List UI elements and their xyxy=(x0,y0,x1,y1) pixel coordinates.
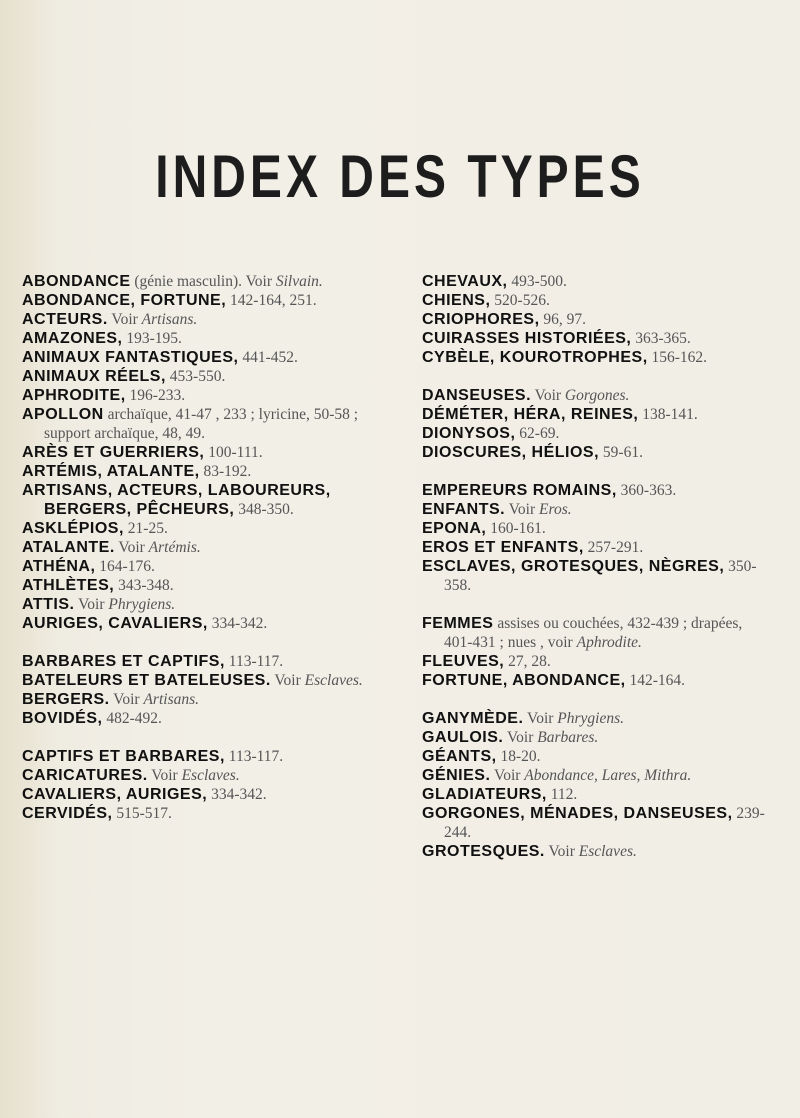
entry-reference: 112. xyxy=(546,786,578,803)
entry-reference: 441-452. xyxy=(238,349,298,366)
index-entry xyxy=(422,291,774,310)
index-entry xyxy=(422,386,774,405)
entry-cross-reference: Artémis. xyxy=(148,539,201,556)
index-entry xyxy=(22,367,374,386)
index-entry xyxy=(422,519,774,538)
index-entry xyxy=(22,652,374,671)
entry-heading: CHIENS, xyxy=(422,292,491,309)
entry-reference: 59-61. xyxy=(599,444,643,461)
entry-heading: CYBÈLE, KOUROTROPHES, xyxy=(422,349,648,366)
entry-reference: 142-164. xyxy=(625,672,685,689)
entry-reference: (génie masculin). Voir xyxy=(130,273,276,290)
index-entry xyxy=(22,329,374,348)
entry-reference: 113-117. xyxy=(224,748,284,765)
entry-heading: CARICATURES. xyxy=(22,767,148,784)
entry-reference: 18-20. xyxy=(496,748,541,765)
entry-reference: 142-164, 251. xyxy=(226,292,317,309)
entry-reference: Voir xyxy=(107,311,142,328)
entry-cross-reference: Eros. xyxy=(539,501,572,518)
entry-reference: Voir xyxy=(505,501,540,518)
entry-reference: 160-161. xyxy=(486,520,546,537)
entry-reference: 363-365. xyxy=(631,330,691,347)
entry-reference: 520-526. xyxy=(490,292,550,309)
index-entry xyxy=(422,481,774,500)
index-entry xyxy=(422,443,774,462)
index-entry xyxy=(422,785,774,804)
entry-reference: 482-492. xyxy=(102,710,162,727)
entry-cross-reference: Gorgones. xyxy=(564,387,630,404)
entry-heading: CERVIDÉS, xyxy=(22,805,113,822)
index-entry xyxy=(422,424,774,443)
entry-heading: ARTISANS, ACTEURS, LABOUREURS, BERGERS, PÊCHEURS, xyxy=(22,482,331,518)
index-entry xyxy=(422,557,774,595)
entry-heading: BARBARES ET CAPTIFS, xyxy=(22,653,225,670)
entry-heading: ARTÉMIS, ATALANTE, xyxy=(22,463,200,480)
entry-heading: GÉANTS, xyxy=(422,748,497,765)
index-entry xyxy=(22,519,374,538)
index-entry xyxy=(422,310,774,329)
entry-reference: 334-342. xyxy=(207,615,268,632)
entry-reference: 348-350. xyxy=(234,501,294,518)
entry-gap xyxy=(422,462,774,481)
entry-gap xyxy=(422,690,774,709)
entry-reference: Voir xyxy=(114,539,149,556)
entry-cross-reference: Silvain. xyxy=(275,273,323,290)
index-entry xyxy=(22,804,374,823)
entry-reference: Voir xyxy=(109,691,144,708)
entry-heading: DANSEUSES. xyxy=(422,387,532,404)
entry-reference: 493-500. xyxy=(507,273,567,290)
entry-reference: assises ou couchées, 432-439 ; drapées, 401-431 ; nues , voir xyxy=(444,615,743,651)
entry-heading: AURIGES, CAVALIERS, xyxy=(22,615,208,632)
entry-reference: Voir xyxy=(503,729,538,746)
entry-heading: ARÈS ET GUERRIERS, xyxy=(22,444,205,461)
entry-heading: GROTESQUES. xyxy=(422,843,545,860)
entry-heading: CRIOPHORES, xyxy=(422,311,540,328)
entry-reference: Voir xyxy=(147,767,182,784)
index-entry xyxy=(22,538,374,557)
index-entry xyxy=(22,690,374,709)
entry-heading: FLEUVES, xyxy=(422,653,505,670)
entry-heading: GÉNIES. xyxy=(422,767,491,784)
left-column xyxy=(22,272,374,823)
entry-reference: 350-358. xyxy=(444,558,757,594)
index-entry xyxy=(22,481,374,519)
entry-heading: CAPTIFS ET BARBARES, xyxy=(22,748,225,765)
entry-heading: DIONYSOS, xyxy=(422,425,516,442)
entry-reference: Voir xyxy=(270,672,305,689)
index-entry xyxy=(22,709,374,728)
index-entry xyxy=(22,576,374,595)
index-entry xyxy=(22,272,374,291)
entry-heading: APOLLON xyxy=(22,406,104,423)
entry-reference: 96, 97. xyxy=(539,311,587,328)
index-entry xyxy=(422,766,774,785)
entry-heading: GORGONES, MÉNADES, DANSEUSES, xyxy=(422,805,733,822)
entry-reference: 453-550. xyxy=(165,368,226,385)
entry-reference: Voir xyxy=(490,767,525,784)
entry-reference: Voir xyxy=(544,843,579,860)
entry-reference: 21-25. xyxy=(123,520,168,537)
index-entry xyxy=(22,747,374,766)
entry-heading: ATALANTE. xyxy=(22,539,115,556)
entry-gap xyxy=(422,367,774,386)
index-entry xyxy=(22,766,374,785)
page-title: INDEX DES TYPES xyxy=(155,144,645,211)
index-entry xyxy=(22,671,374,690)
index-entry xyxy=(22,310,374,329)
entry-heading: ATTIS. xyxy=(22,596,75,613)
entry-heading: ANIMAUX RÉELS, xyxy=(22,368,166,385)
entry-gap xyxy=(22,633,374,652)
entry-reference: 83-192. xyxy=(199,463,252,480)
entry-heading: ENFANTS. xyxy=(422,501,506,518)
entry-reference: 239-244. xyxy=(444,805,765,841)
entry-heading: FORTUNE, ABONDANCE, xyxy=(422,672,626,689)
entry-reference: Voir xyxy=(74,596,109,613)
index-entry xyxy=(422,329,774,348)
entry-reference: 62-69. xyxy=(515,425,560,442)
entry-heading: EPONA, xyxy=(422,520,487,537)
index-entry xyxy=(422,842,774,861)
entry-heading: EMPEREURS ROMAINS, xyxy=(422,482,617,499)
index-entry xyxy=(422,747,774,766)
entry-gap xyxy=(422,595,774,614)
entry-heading: DÉMÉTER, HÉRA, REINES, xyxy=(422,406,639,423)
entry-reference: 113-117. xyxy=(224,653,284,670)
entry-cross-reference: Barbares. xyxy=(537,729,599,746)
entry-cross-reference: Artisans. xyxy=(143,691,200,708)
entry-cross-reference: Esclaves. xyxy=(181,767,240,784)
entry-heading: GLADIATEURS, xyxy=(422,786,547,803)
entry-heading: DIOSCURES, HÉLIOS, xyxy=(422,444,600,461)
entry-cross-reference: Phrygiens. xyxy=(557,710,625,727)
index-entry xyxy=(422,614,774,652)
entry-heading: BERGERS. xyxy=(22,691,110,708)
right-column xyxy=(422,272,774,861)
entry-cross-reference: Artisans. xyxy=(141,311,198,328)
entry-heading: APHRODITE, xyxy=(22,387,126,404)
entry-reference: 257-291. xyxy=(583,539,644,556)
entry-cross-reference: Phrygiens. xyxy=(108,596,176,613)
entry-reference: Voir xyxy=(523,710,558,727)
entry-reference: Voir xyxy=(531,387,565,404)
index-entry xyxy=(422,348,774,367)
index-entry xyxy=(22,557,374,576)
entry-heading: CAVALIERS, AURIGES, xyxy=(22,786,208,803)
index-entry xyxy=(22,785,374,804)
index-entry xyxy=(22,405,374,443)
entry-reference: 515-517. xyxy=(112,805,172,822)
entry-heading: ANIMAUX FANTASTIQUES, xyxy=(22,349,239,366)
entry-heading: AMAZONES, xyxy=(22,330,123,347)
entry-reference: 343-348. xyxy=(114,577,174,594)
entry-reference: 156-162. xyxy=(647,349,708,366)
entry-reference: 138-141. xyxy=(638,406,698,423)
entry-reference: 360-363. xyxy=(616,482,677,499)
index-entry xyxy=(422,652,774,671)
index-entry xyxy=(422,728,774,747)
entry-cross-reference: Aphrodite. xyxy=(576,634,642,651)
entry-heading: ACTEURS. xyxy=(22,311,108,328)
entry-heading: CUIRASSES HISTORIÉES, xyxy=(422,330,632,347)
entry-heading: FEMMES xyxy=(422,615,494,632)
entry-heading: ASKLÉPIOS, xyxy=(22,520,124,537)
entry-reference: 334-342. xyxy=(207,786,267,803)
index-entry xyxy=(422,272,774,291)
index-entry xyxy=(22,595,374,614)
index-entry xyxy=(22,462,374,481)
index-entry xyxy=(22,386,374,405)
entry-heading: ABONDANCE xyxy=(22,273,131,290)
entry-cross-reference: Abondance, Lares, Mithra. xyxy=(524,767,692,784)
entry-heading: CHEVAUX, xyxy=(422,273,508,290)
index-entry xyxy=(422,538,774,557)
index-entry xyxy=(422,671,774,690)
index-entry xyxy=(422,804,774,842)
entry-cross-reference: Esclaves. xyxy=(304,672,363,689)
entry-heading: BOVIDÉS, xyxy=(22,710,103,727)
index-entry xyxy=(22,614,374,633)
entry-reference: 193-195. xyxy=(122,330,182,347)
entry-reference: 164-176. xyxy=(95,558,155,575)
entry-heading: BATELEURS ET BATELEUSES. xyxy=(22,672,271,689)
entry-heading: GANYMÈDE. xyxy=(422,710,524,727)
entry-heading: ATHÉNA, xyxy=(22,558,96,575)
entry-reference: 100-111. xyxy=(204,444,263,461)
entry-reference: 196-233. xyxy=(125,387,186,404)
entry-reference: 27, 28. xyxy=(504,653,551,670)
index-entry xyxy=(22,348,374,367)
entry-reference: archaïque, 41-47 , 233 ; lyricine, 50-58 ; support archaïque, 48, 49. xyxy=(44,406,359,442)
entry-gap xyxy=(22,728,374,747)
index-entry xyxy=(422,405,774,424)
index-entry xyxy=(422,500,774,519)
entry-heading: ATHLÈTES, xyxy=(22,577,115,594)
index-entry xyxy=(22,291,374,310)
entry-cross-reference: Esclaves. xyxy=(578,843,637,860)
index-entry xyxy=(422,709,774,728)
entry-heading: GAULOIS. xyxy=(422,729,504,746)
index-entry xyxy=(22,443,374,462)
entry-heading: EROS ET ENFANTS, xyxy=(422,539,584,556)
entry-heading: ABONDANCE, FORTUNE, xyxy=(22,292,227,309)
entry-heading: ESCLAVES, GROTESQUES, NÈGRES, xyxy=(422,558,725,575)
